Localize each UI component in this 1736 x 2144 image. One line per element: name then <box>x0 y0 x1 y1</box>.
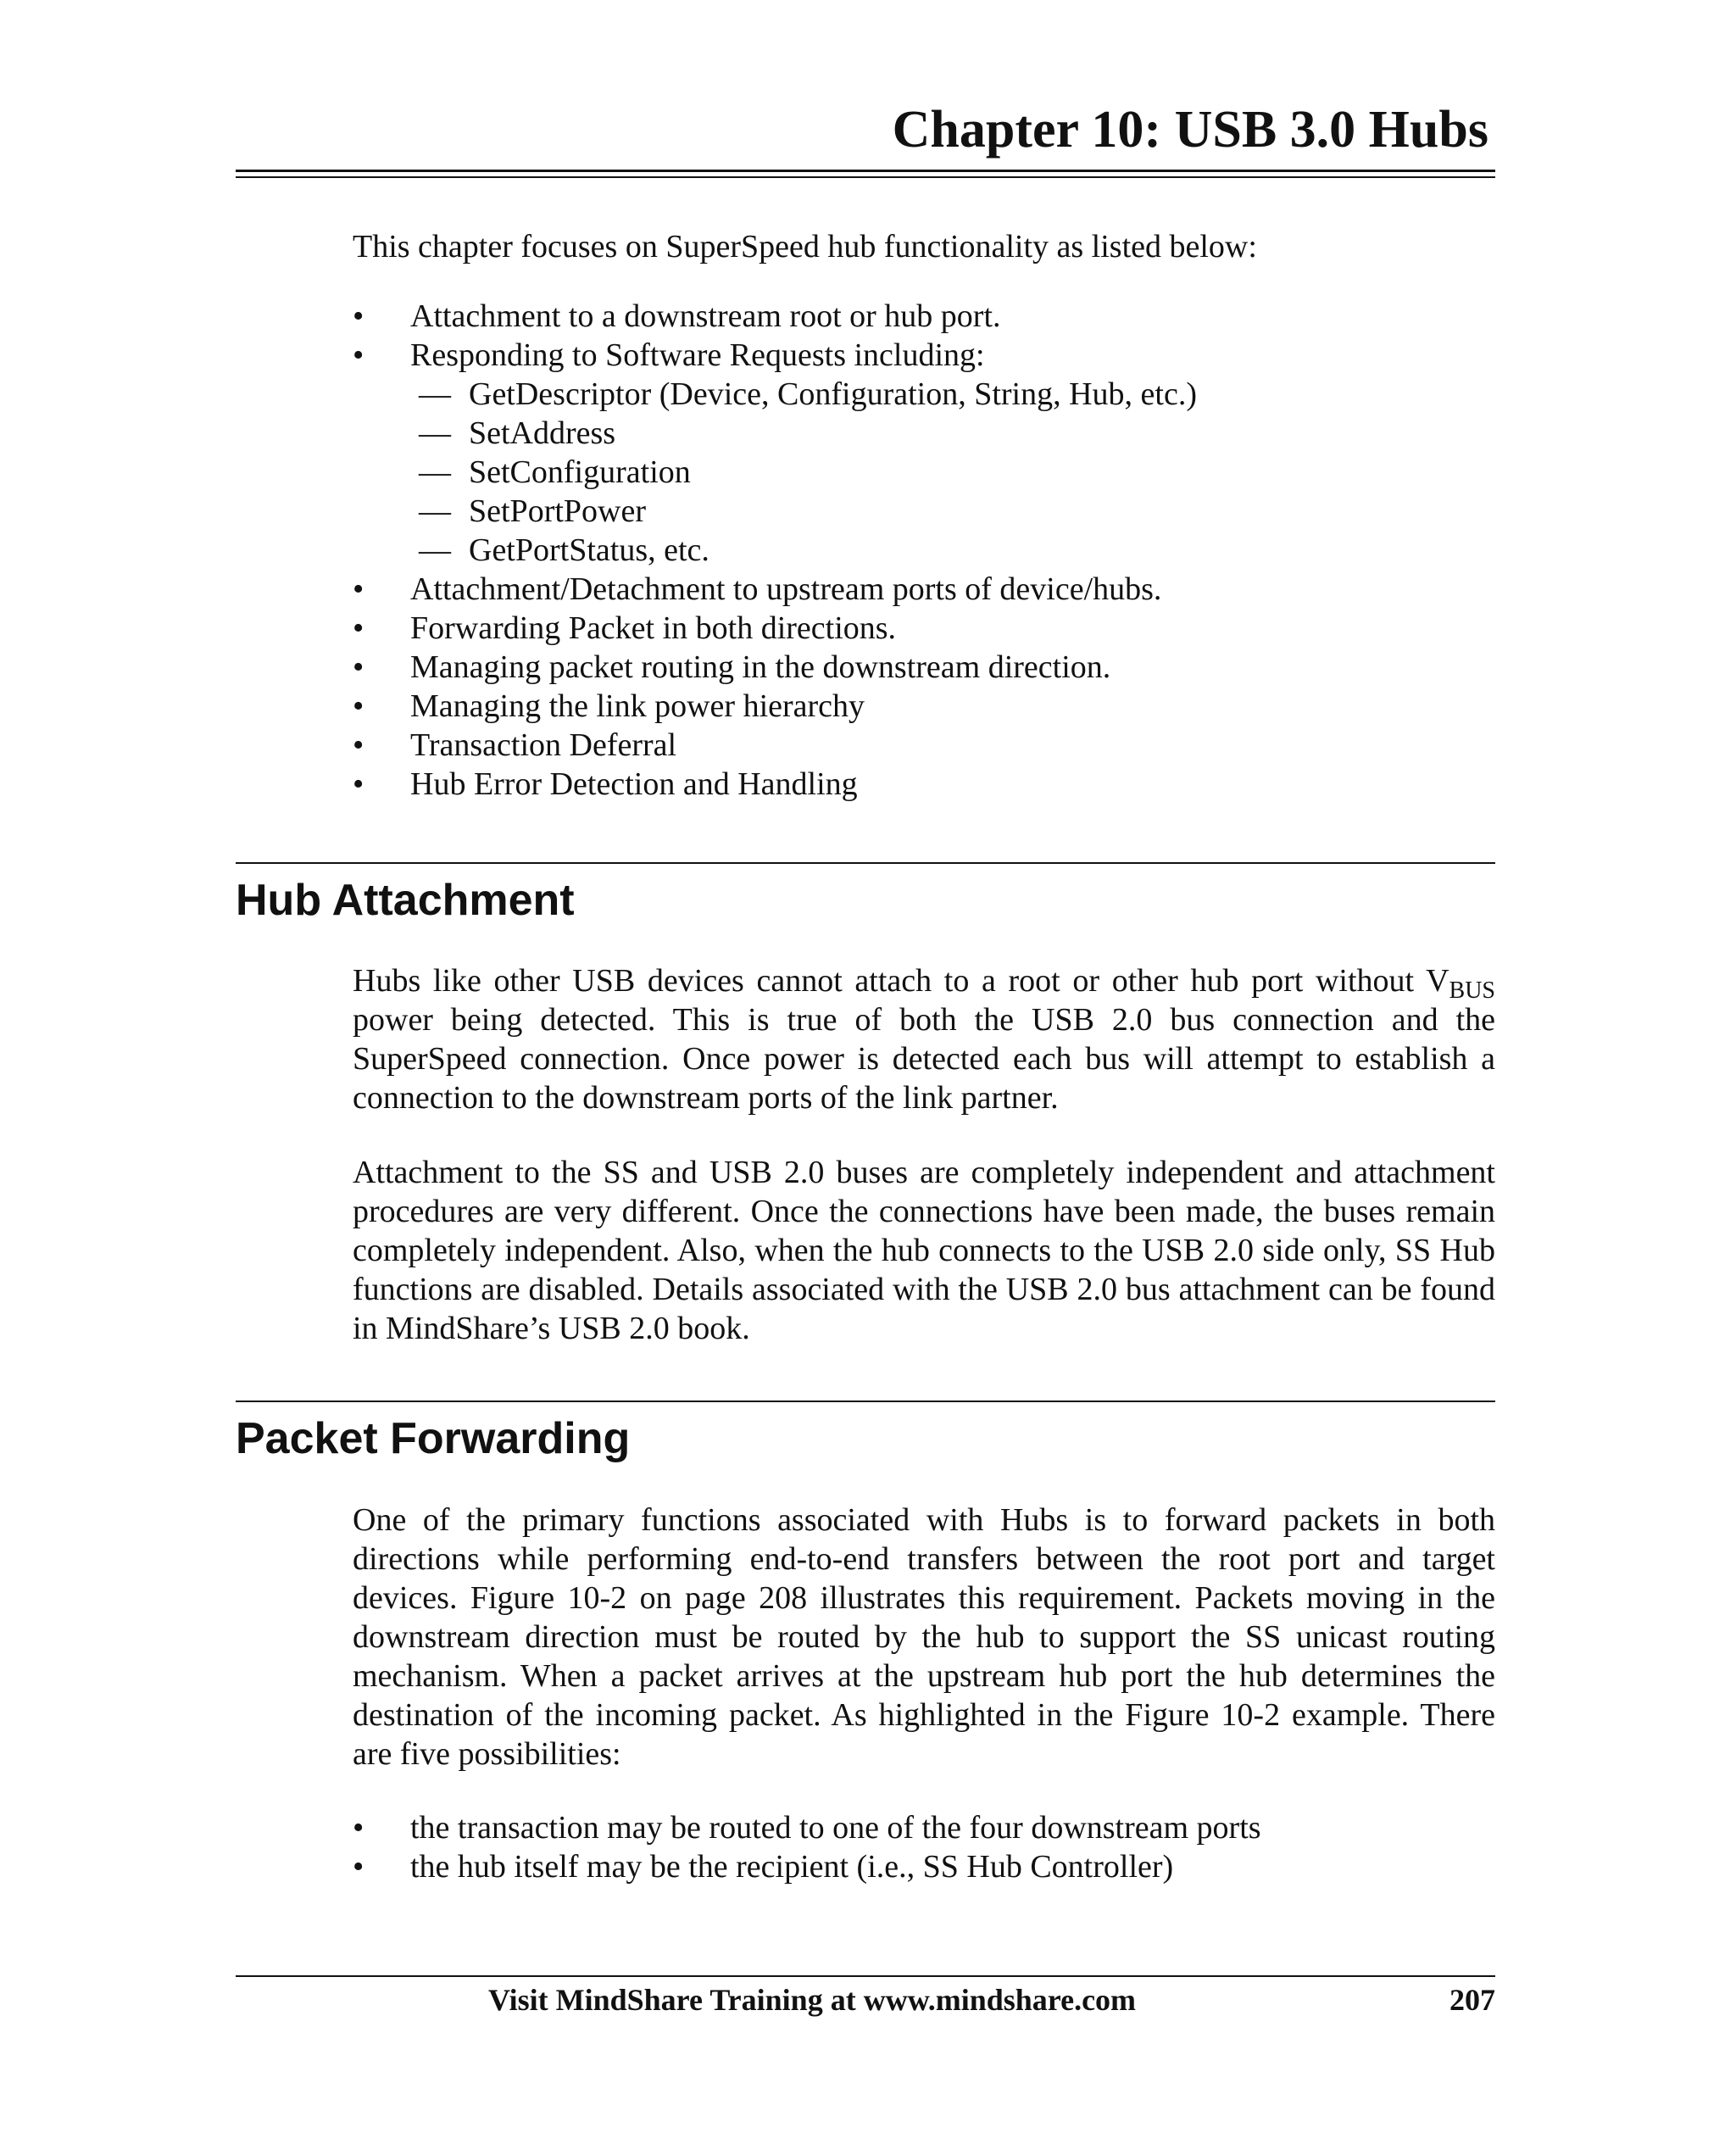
list-item <box>353 1847 1495 1886</box>
bullet-icon: • <box>353 571 364 607</box>
paragraph-text: Hubs like other USB devices cannot attach to a root or other hub port without V <box>353 963 1449 999</box>
list-item <box>353 297 1495 336</box>
dash-icon: — <box>419 532 451 568</box>
list-item-text: Forwarding Packet in both directions. <box>410 610 897 646</box>
chapter-title: Chapter 10: USB 3.0 Hubs <box>892 101 1488 159</box>
list-item <box>353 609 1495 648</box>
header-rule <box>236 170 1495 172</box>
bullet-icon: • <box>353 298 364 334</box>
bullet-icon: • <box>353 1810 364 1846</box>
sub-list-item <box>353 492 1495 531</box>
list-item <box>353 726 1495 765</box>
sub-list-item-text: SetConfiguration <box>469 454 691 490</box>
hub-attachment-paragraph-1 <box>353 961 1495 1117</box>
list-item <box>353 648 1495 687</box>
footer-rule <box>236 1975 1495 1977</box>
list-item-text: Responding to Software Requests including: <box>410 337 985 373</box>
page-number: 207 <box>1449 1983 1495 2017</box>
sub-list-item <box>353 453 1495 492</box>
list-item <box>353 1808 1495 1847</box>
list-item <box>353 570 1495 609</box>
dash-icon: — <box>419 454 451 490</box>
bullet-icon: • <box>353 688 364 724</box>
sub-list-item <box>353 414 1495 453</box>
bullet-icon: • <box>353 727 364 763</box>
dash-icon: — <box>419 493 451 529</box>
paragraph-text: power being detected. This is true of both the USB 2.0 bus connection and the SuperSpeed connection. Once power is detected each bus will attempt to establish a connection to the downstream ports of the link partner. <box>353 1002 1495 1116</box>
dash-icon: — <box>419 415 451 451</box>
sub-list-item-text: SetAddress <box>469 415 616 451</box>
list-item-text: Attachment/Detachment to upstream ports of device/hubs. <box>410 571 1162 607</box>
sub-list-item-text: GetDescriptor (Device, Configuration, String, Hub, etc.) <box>469 376 1197 412</box>
footer-text: Visit MindShare Training at www.mindshare.com <box>487 1983 1137 2017</box>
hub-attachment-paragraph-2: Attachment to the SS and USB 2.0 buses are completely independent and attachment procedures are very different. Once the connections have been made, the buses remain completely independent. Also, when the hub connects to the USB 2.0 side only, SS Hub functions are disabled. Details associated with the USB 2.0 bus attachment can be found in MindShare’s USB 2.0 book. <box>353 1155 1495 1346</box>
sub-list-item-text: SetPortPower <box>469 493 646 529</box>
bullet-icon: • <box>353 649 364 685</box>
intro-lead: This chapter focuses on SuperSpeed hub functionality as listed below: <box>353 229 1257 265</box>
list-item-text: Attachment to a downstream root or hub port. <box>410 298 1001 334</box>
list-item-text: Managing the link power hierarchy <box>410 688 865 724</box>
bullet-icon: • <box>353 337 364 373</box>
sub-list-item <box>353 375 1495 414</box>
list-item-text: Transaction Deferral <box>410 727 677 763</box>
intro-list <box>353 297 1495 804</box>
bullet-icon: • <box>353 1849 364 1885</box>
header-rule-thin <box>236 176 1495 178</box>
section-rule <box>236 1401 1495 1402</box>
sub-list-item <box>353 531 1495 570</box>
sub-list-item-text: GetPortStatus, etc. <box>469 532 709 568</box>
section-heading-hub-attachment: Hub Attachment <box>236 876 575 925</box>
list-item-text: the transaction may be routed to one of the four downstream ports <box>410 1810 1261 1846</box>
dash-icon: — <box>419 376 451 412</box>
list-item-text: Hub Error Detection and Handling <box>410 766 858 802</box>
vbus-subscript: BUS <box>1449 977 1495 1004</box>
list-item <box>353 336 1495 375</box>
list-item-text: the hub itself may be the recipient (i.e., SS Hub Controller) <box>410 1849 1174 1885</box>
bullet-icon: • <box>353 766 364 802</box>
list-item <box>353 687 1495 726</box>
packet-forwarding-list <box>353 1808 1495 1886</box>
section-rule <box>236 862 1495 864</box>
packet-forwarding-paragraph: One of the primary functions associated with Hubs is to forward packets in both directions while performing end-to-end transfers between the root port and target devices. Figure 10-2 on page 208 illustrates this requirement. Packets moving in the downstream direction must be routed by the hub to support the SS unicast routing mechanism. When a packet arrives at the upstream hub port the hub determines the destination of the incoming packet. As highlighted in the Figure 10-2 example. There are five possibilities: <box>353 1502 1495 1772</box>
bullet-icon: • <box>353 610 364 646</box>
section-heading-packet-forwarding: Packet Forwarding <box>236 1414 631 1463</box>
list-item <box>353 765 1495 804</box>
list-item-text: Managing packet routing in the downstream direction. <box>410 649 1111 685</box>
